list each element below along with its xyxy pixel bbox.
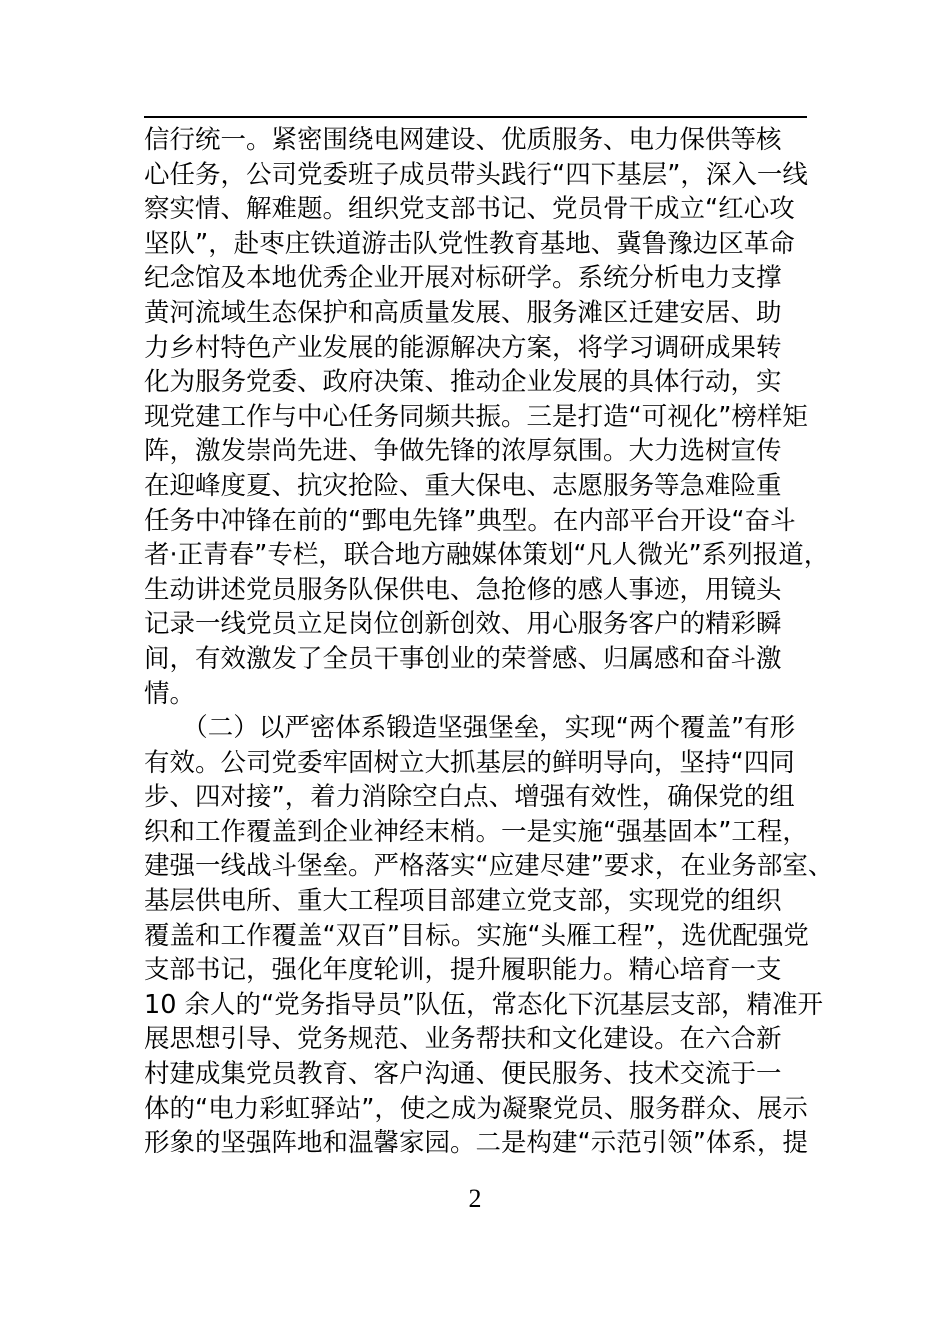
text-line: 化为服务党委、政府决策、推动企业发展的具体行动，实 [144, 367, 782, 398]
page-number: 2 [468, 1184, 482, 1213]
text-line: 建强一线战斗堡垒。严格落实“应建尽建”要求，在业务部室、 [144, 851, 834, 882]
text-line: 力乡村特色产业发展的能源解决方案，将学习调研成果转 [144, 332, 782, 363]
text-line: 覆盖和工作覆盖“双百”目标。实施“头雁工程”，选优配强党 [144, 920, 809, 951]
text-line: （二）以严密体系锻造坚强堡垒，实现“两个覆盖”有形 [144, 713, 796, 744]
text-line: 者·正青春”专栏，联合地方融媒体策划“凡人微光”系列报道， [144, 540, 830, 571]
text-line: 生动讲述党员服务队保供电、急抢修的感人事迹，用镜头 [144, 574, 782, 605]
text-line: 记录一线党员立足岗位创新创效、用心服务客户的精彩瞬 [144, 609, 782, 640]
text-line: 黄河流域生态保护和高质量发展、服务滩区迁建安居、助 [144, 297, 782, 328]
text-line: 有效。公司党委牢固树立大抓基层的鲜明导向，坚持“四同 [144, 747, 795, 778]
text-line: 村建成集党员教育、客户沟通、便民服务、技术交流于一 [144, 1059, 782, 1090]
text-line: 在迎峰度夏、抗灾抢险、重大保电、志愿服务等急难险重 [144, 470, 782, 501]
text-line: 心任务，公司党委班子成员带头践行“四下基层”，深入一线 [144, 159, 808, 190]
text-line: 基层供电所、重大工程项目部建立党支部，实现党的组织 [144, 886, 782, 917]
header-rule [144, 116, 807, 118]
text-line: 现党建工作与中心任务同频共振。三是打造“可视化”榜样矩 [144, 401, 808, 432]
text-line: 形象的坚强阵地和温馨家园。二是构建“示范引领”体系，提 [144, 1128, 808, 1159]
body-text [144, 123, 844, 1161]
text-line: 任务中冲锋在前的“鄄电先锋”典型。在内部平台开设“奋斗 [144, 505, 796, 536]
text-line: 步、四对接”，着力消除空白点、增强有效性，确保党的组 [144, 782, 795, 813]
text-line: 10 余人的“党务指导员”队伍，常态化下沉基层支部，精准开 [144, 989, 823, 1020]
text-line: 体的“电力彩虹驿站”，使之成为凝聚党员、服务群众、展示 [144, 1093, 808, 1124]
text-line: 纪念馆及本地优秀企业开展对标研学。系统分析电力支撑 [144, 263, 782, 294]
text-line: 织和工作覆盖到企业神经末梢。一是实施“强基固本”工程， [144, 816, 808, 847]
text-line: 坚队”，赴枣庄铁道游击队党性教育基地、冀鲁豫边区革命 [144, 228, 795, 259]
text-line: 展思想引导、党务规范、业务帮扶和文化建设。在六合新 [144, 1024, 782, 1055]
text-line: 支部书记，强化年度轮训，提升履职能力。精心培育一支 [144, 955, 782, 986]
text-line: 信行统一。紧密围绕电网建设、优质服务、电力保供等核 [144, 125, 782, 155]
text-line: 间，有效激发了全员干事创业的荣誉感、归属感和奋斗激 [144, 643, 782, 674]
text-line: 阵，激发崇尚先进、争做先锋的浓厚氛围。大力选树宣传 [144, 436, 782, 467]
text-line: 察实情、解难题。组织党支部书记、党员骨干成立“红心攻 [144, 194, 795, 225]
text-line: 情。 [144, 678, 196, 709]
